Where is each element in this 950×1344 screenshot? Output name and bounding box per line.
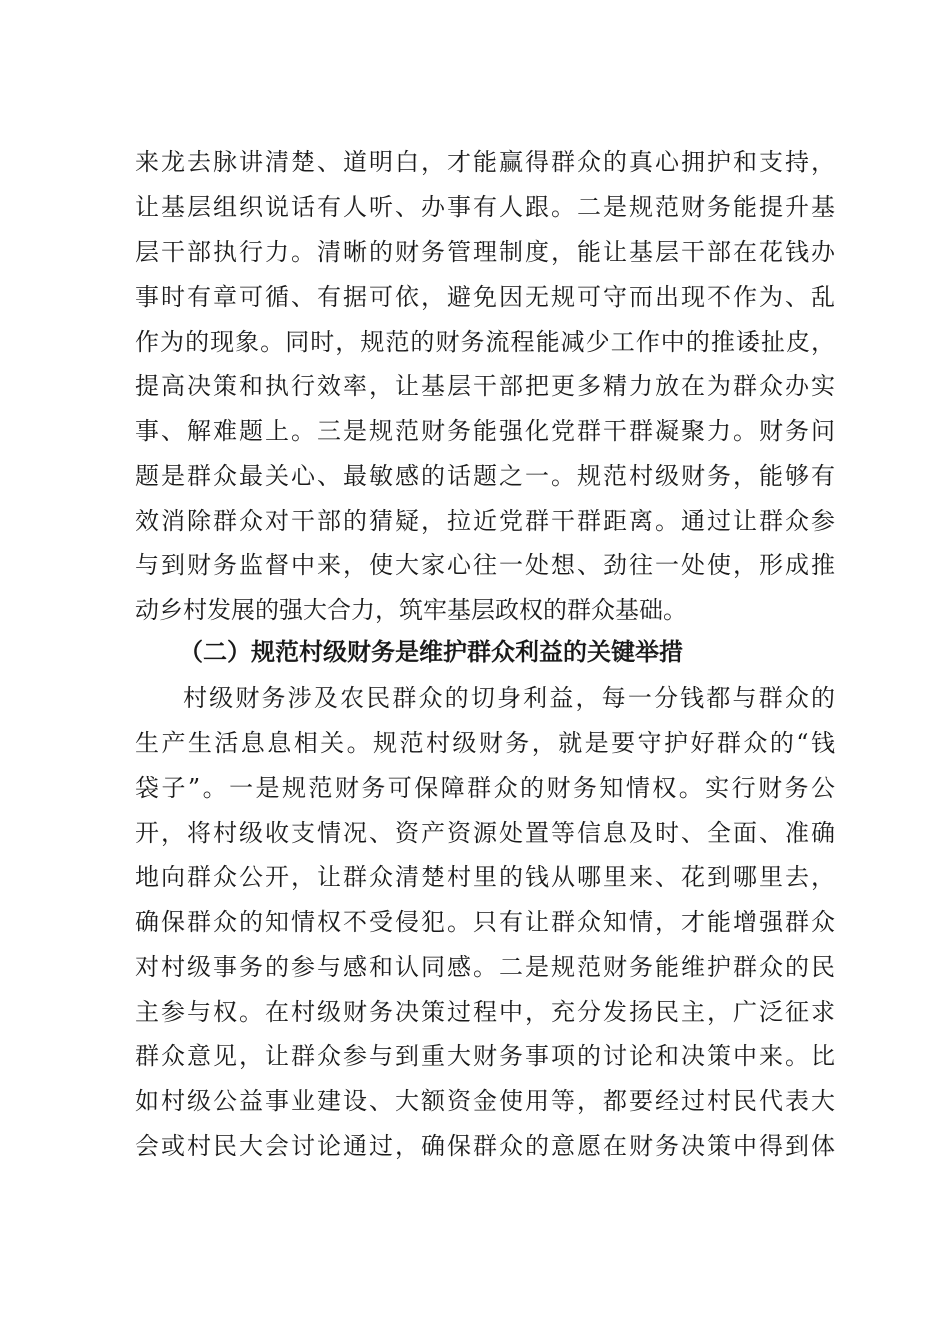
paragraph-line: 对村级事务的参与感和认同感。二是规范财务能维护群众的民: [135, 953, 835, 981]
paragraph-line: 作为的现象。同时，规范的财务流程能减少工作中的推诿扯皮，: [135, 328, 835, 356]
paragraph-line: 确保群众的知情权不受侵犯。只有让群众知情，才能增强群众: [135, 908, 835, 936]
paragraph-line: 与到财务监督中来，使大家心往一处想、劲往一处使，形成推: [135, 551, 835, 579]
section-heading: （二）规范村级财务是维护群众利益的关键举措: [179, 638, 683, 666]
paragraph-line: 主参与权。在村级财务决策过程中，充分发扬民主，广泛征求: [135, 998, 835, 1026]
paragraph-line: 让基层组织说话有人听、办事有人跟。二是规范财务能提升基: [135, 193, 835, 221]
paragraph-line: 开，将村级收支情况、资产资源处置等信息及时、全面、准确: [135, 819, 835, 847]
paragraph-line: 会或村民大会讨论通过，确保群众的意愿在财务决策中得到体: [135, 1132, 835, 1160]
paragraph-line: 效消除群众对干部的猜疑，拉近党群干群距离。通过让群众参: [135, 507, 835, 535]
paragraph-line: 袋子”。一是规范财务可保障群众的财务知情权。实行财务公: [135, 774, 835, 802]
paragraph-line: 提高决策和执行效率，让基层干部把更多精力放在为群众办实: [135, 372, 835, 400]
paragraph-line: 如村级公益事业建设、大额资金使用等，都要经过村民代表大: [135, 1087, 835, 1115]
paragraph-line: 来龙去脉讲清楚、道明白，才能赢得群众的真心拥护和支持，: [135, 148, 835, 176]
paragraph-line: 事、解难题上。三是规范财务能强化党群干群凝聚力。财务问: [135, 417, 835, 445]
paragraph-line: 群众意见，让群众参与到重大财务事项的讨论和决策中来。比: [135, 1042, 835, 1070]
paragraph-line: 生产生活息息相关。规范村级财务，就是要守护好群众的“钱: [135, 729, 835, 757]
paragraph-line: 地向群众公开，让群众清楚村里的钱从哪里来、花到哪里去，: [135, 863, 835, 891]
paragraph-line: 事时有章可循、有据可依，避免因无规可守而出现不作为、乱: [135, 283, 835, 311]
paragraph-line: 动乡村发展的强大合力，筑牢基层政权的群众基础。: [135, 596, 687, 624]
paragraph-line: 题是群众最关心、最敏感的话题之一。规范村级财务，能够有: [135, 462, 835, 490]
paragraph-line: 层干部执行力。清晰的财务管理制度，能让基层干部在花钱办: [135, 238, 835, 266]
paragraph-line: 村级财务涉及农民群众的切身利益，每一分钱都与群众的: [183, 684, 835, 712]
